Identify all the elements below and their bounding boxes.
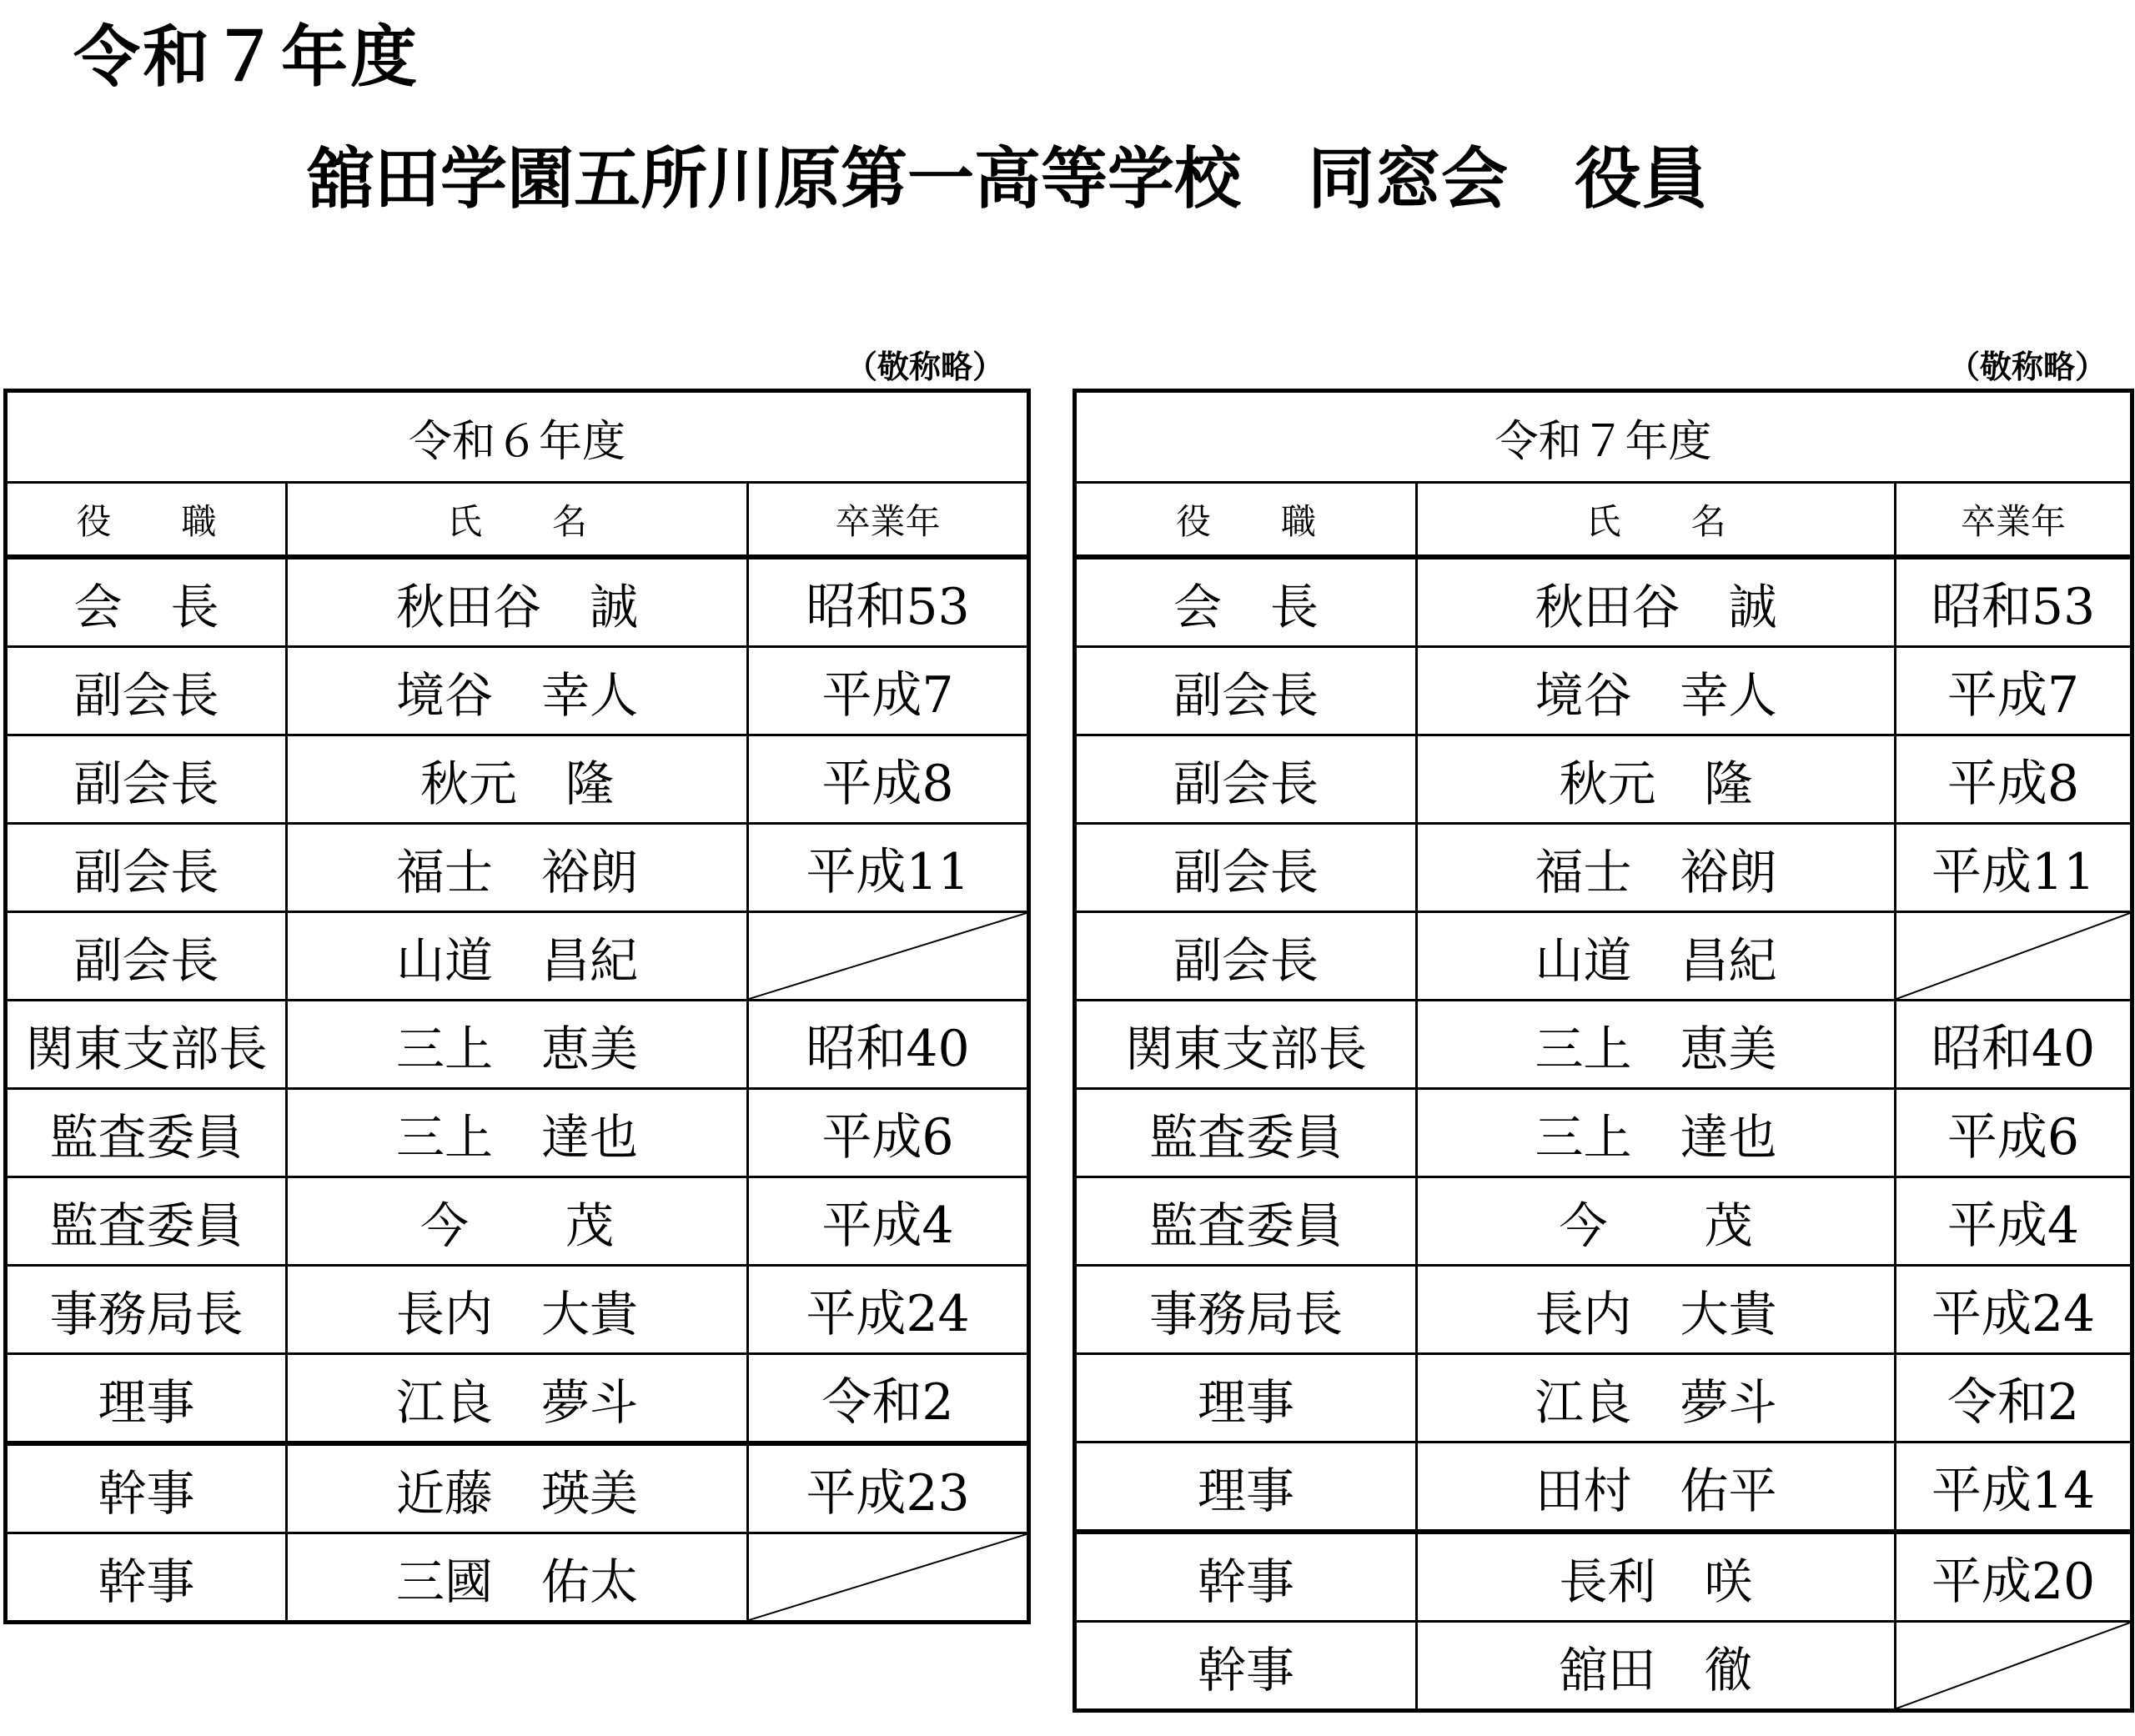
- column-header-grad-year: 卒業年: [1896, 483, 2132, 558]
- column-header-grad-year: 卒業年: [748, 483, 1029, 558]
- officer-role: 幹事: [1075, 1532, 1417, 1622]
- officer-name: 長内 大貴: [287, 1266, 748, 1354]
- officer-name: 境谷 幸人: [1417, 647, 1896, 735]
- officer-name: 山道 昌紀: [287, 912, 748, 1001]
- officer-name: 福士 裕朗: [1417, 824, 1896, 912]
- diagonal-slash-mark: [1896, 1623, 2130, 1708]
- officer-grad-year: 平成4: [748, 1177, 1029, 1266]
- officer-grad-year: 昭和40: [1896, 1001, 2132, 1089]
- diagonal-slash-mark: [749, 1534, 1027, 1620]
- officer-grad-year: 平成11: [748, 824, 1029, 912]
- table-row: [6, 1533, 1029, 1623]
- officer-role: 関東支部長: [6, 1001, 287, 1089]
- officer-role: 理事: [1075, 1442, 1417, 1533]
- table-row: [1075, 1266, 2132, 1354]
- table-year-label: 令和６年度: [6, 391, 1029, 483]
- officer-name: 秋元 隆: [287, 735, 748, 824]
- officer-role: 監査委員: [1075, 1089, 1417, 1177]
- officer-name: 長利 咲: [1417, 1532, 1896, 1622]
- officer-role: 理事: [1075, 1354, 1417, 1442]
- officer-grad-year: 平成8: [748, 735, 1029, 824]
- officer-role: 監査委員: [6, 1177, 287, 1266]
- officer-grad-year: 令和2: [748, 1354, 1029, 1444]
- table-row: [6, 1177, 1029, 1266]
- officer-grad-year: 平成8: [1896, 735, 2132, 824]
- table-row: [1075, 735, 2132, 824]
- table-row: [1075, 912, 2132, 1001]
- officer-role: 副会長: [6, 824, 287, 912]
- table-row: [6, 647, 1029, 735]
- blank-cell-diagonal: [748, 912, 1029, 1001]
- officer-grad-year: 昭和40: [748, 1001, 1029, 1089]
- blank-cell-diagonal: [748, 1533, 1029, 1623]
- officer-role: 副会長: [1075, 912, 1417, 1001]
- officer-name: 江良 夢斗: [1417, 1354, 1896, 1442]
- officer-name: 田村 佑平: [1417, 1442, 1896, 1533]
- officer-grad-year: 昭和53: [748, 557, 1029, 647]
- honorific-note-left: （敬称略）: [846, 349, 1005, 385]
- officer-role: 副会長: [6, 735, 287, 824]
- column-header-name: 氏 名: [1417, 483, 1896, 558]
- officer-name: 江良 夢斗: [287, 1354, 748, 1444]
- officer-role: 副会長: [1075, 647, 1417, 735]
- officer-role: 副会長: [6, 912, 287, 1001]
- table-row: [1075, 1177, 2132, 1266]
- officer-role: 副会長: [6, 647, 287, 735]
- table-row: [1075, 1354, 2132, 1442]
- honorific-note-right: （敬称略）: [1948, 349, 2107, 385]
- officer-role: 幹事: [6, 1443, 287, 1533]
- column-header-name: 氏 名: [287, 483, 748, 558]
- officer-grad-year: 平成23: [748, 1443, 1029, 1533]
- officer-role: 会 長: [1075, 557, 1417, 647]
- officer-name: 三上 恵美: [287, 1001, 748, 1089]
- officer-table-current-year: [1073, 389, 2134, 1713]
- officer-grad-year: 昭和53: [1896, 557, 2132, 647]
- officer-role: 副会長: [1075, 735, 1417, 824]
- officer-role: 事務局長: [1075, 1266, 1417, 1354]
- officer-grad-year: 平成7: [748, 647, 1029, 735]
- column-header-role: 役 職: [1075, 483, 1417, 558]
- table-row: [6, 1001, 1029, 1089]
- officer-role: 副会長: [1075, 824, 1417, 912]
- officer-role: 理事: [6, 1354, 287, 1444]
- table-row: [6, 824, 1029, 912]
- table-row: [6, 1089, 1029, 1177]
- officer-role: 事務局長: [6, 1266, 287, 1354]
- officer-grad-year: 平成7: [1896, 647, 2132, 735]
- column-header-role: 役 職: [6, 483, 287, 558]
- officer-name: 山道 昌紀: [1417, 912, 1896, 1001]
- officer-role: 関東支部長: [1075, 1001, 1417, 1089]
- officer-grad-year: 平成4: [1896, 1177, 2132, 1266]
- table-row: [6, 1266, 1029, 1354]
- officer-role: 監査委員: [6, 1089, 287, 1177]
- officer-name: 境谷 幸人: [287, 647, 748, 735]
- table-row: [1075, 1442, 2132, 1533]
- table-row: [1075, 647, 2132, 735]
- table-row: [1075, 557, 2132, 647]
- officer-grad-year: 平成24: [748, 1266, 1029, 1354]
- officer-grad-year: 平成11: [1896, 824, 2132, 912]
- officer-grad-year: 平成6: [748, 1089, 1029, 1177]
- diagonal-slash-mark: [749, 913, 1027, 999]
- table-row: [6, 912, 1029, 1001]
- officer-role: 幹事: [6, 1533, 287, 1623]
- officer-name: 近藤 瑛美: [287, 1443, 748, 1533]
- officer-table-previous-year: [3, 389, 1031, 1624]
- officer-name: 今 茂: [287, 1177, 748, 1266]
- officer-grad-year: 平成20: [1896, 1532, 2132, 1622]
- page-title: 舘田学園五所川原第一高等学校 同窓会 役員: [307, 140, 1708, 218]
- officer-grad-year: 令和2: [1896, 1354, 2132, 1442]
- officer-name: 舘田 徹: [1417, 1622, 1896, 1711]
- table-row: [6, 557, 1029, 647]
- table-row: [6, 1443, 1029, 1533]
- officer-name: 秋田谷 誠: [1417, 557, 1896, 647]
- table-row: [1075, 824, 2132, 912]
- blank-cell-diagonal: [1896, 1622, 2132, 1711]
- officer-grad-year: 平成6: [1896, 1089, 2132, 1177]
- officer-name: 長内 大貴: [1417, 1266, 1896, 1354]
- officer-name: 今 茂: [1417, 1177, 1896, 1266]
- officer-name: 福士 裕朗: [287, 824, 748, 912]
- year-heading: 令和７年度: [73, 18, 419, 96]
- table-row: [1075, 1532, 2132, 1622]
- table-row: [1075, 1001, 2132, 1089]
- blank-cell-diagonal: [1896, 912, 2132, 1001]
- table-year-label: 令和７年度: [1075, 391, 2132, 483]
- officer-grad-year: 平成14: [1896, 1442, 2132, 1533]
- officer-name: 秋元 隆: [1417, 735, 1896, 824]
- officer-name: 三上 恵美: [1417, 1001, 1896, 1089]
- officer-name: 三上 達也: [287, 1089, 748, 1177]
- table-row: [1075, 1622, 2132, 1711]
- officer-name: 三國 佑太: [287, 1533, 748, 1623]
- officer-role: 会 長: [6, 557, 287, 647]
- diagonal-slash-mark: [1896, 913, 2130, 999]
- officer-name: 秋田谷 誠: [287, 557, 748, 647]
- officer-role: 幹事: [1075, 1622, 1417, 1711]
- officer-role: 監査委員: [1075, 1177, 1417, 1266]
- officer-name: 三上 達也: [1417, 1089, 1896, 1177]
- table-row: [6, 1354, 1029, 1444]
- table-row: [6, 735, 1029, 824]
- officer-grad-year: 平成24: [1896, 1266, 2132, 1354]
- table-row: [1075, 1089, 2132, 1177]
